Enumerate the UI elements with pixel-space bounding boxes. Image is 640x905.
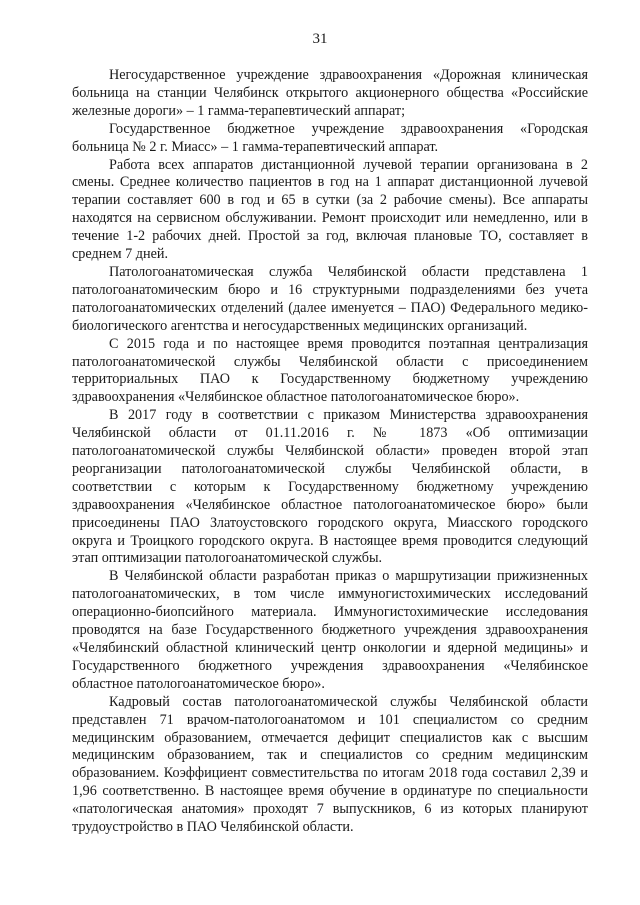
paragraph-staffing: Кадровый состав патологоанатомической службы Челябинской области представлен 71 врачом-патологоанатомом и 101 специалистом со средним медицинским образованием, отмечается дефицит специалистов как с высшим медицинским образованием, так и специалистов со средним медицинским образованием. Коэффициент совместительства по итогам 2018 года составил 2,39 и 1,96 соответственно. В настоящее время обучение в ординатуре по специальности «патологическая анатомия» проходят 7 выпускников, 6 из которых планируют трудоустройство в ПАО Челябинской области. <box>72 693 588 836</box>
paragraph-radiotherapy-workload: Работа всех аппаратов дистанционной лучевой терапии организована в 2 смены. Среднее количество пациентов в год на 1 аппарат дистанционной лучевой терапии составляет 600 в год и 65 в сутки (за 2 рабочие смены). Все аппараты находятся на сервисном обслуживании. Ремонт происходит или немедленно, или в течение 1-2 рабочих дней. Простой за год, включая плановые ТО, составляет в среднем 7 дней. <box>72 156 588 263</box>
paragraph-pathology-service: Патологоанатомическая служба Челябинской области представлена 1 патологоанатомическим бюро и 16 структурными подразделениями без учета патологоанатомических отделений (далее именуется – ПАО) Федерального медико-биологического агентства и негосударственных медицинских организаций. <box>72 263 588 334</box>
page-number: 31 <box>312 31 328 47</box>
paragraph-routing-order: В Челябинской области разработан приказ о маршрутизации прижизненных патологоанатомических, в том числе иммуногистохимических исследований операционно-биопсийного материала. Иммуногистохимические исследования проводятся на базе Государственного бюджетного учреждения здравоохранения «Челябинский областной клинический центр онкологии и ядерной медицины» и Государственного бюджетного учреждения здравоохранения «Челябинское областное патологоанатомическое бюро». <box>72 568 588 692</box>
paragraph-centralization: С 2015 года и по настоящее время проводится поэтапная централизация патологоанатомической службы Челябинской области с присоединением территориальных ПАО к Государственному бюджетному учреждению здравоохранения «Челябинское областное патологоанатомическое бюро». <box>72 335 588 406</box>
paragraph-miass-hospital: Государственное бюджетное учреждение здравоохранения «Городская больница № 2 г. Миасс» – 1 гамма-терапевтический аппарат. <box>72 120 588 155</box>
paragraph-railway-hospital: Негосударственное учреждение здравоохранения «Дорожная клиническая больница на станции Челябинск открытого акционерного общества «Российские железные дороги» – 1 гамма-терапевтический аппарат; <box>72 67 588 119</box>
paragraph-reorganization-2017: В 2017 году в соответствии с приказом Министерства здравоохранения Челябинской области от 01.11.2016 г. № 1873 «Об оптимизации патологоанатомической службы Челябинской области» проведен второй этап реорганизации патологоанатомической службы Челябинской области, в соответствии с которым к Государственному бюджетному учреждению здравоохранения «Челябинское областное патологоанатомическое бюро» были присоединены ПАО Златоустовского городского округа, Миасского городского округа и Троицкого городского округа. В настоящее время проводится следующий этап оптимизации патологоанатомической службы. <box>72 407 588 567</box>
document-body <box>72 67 588 837</box>
